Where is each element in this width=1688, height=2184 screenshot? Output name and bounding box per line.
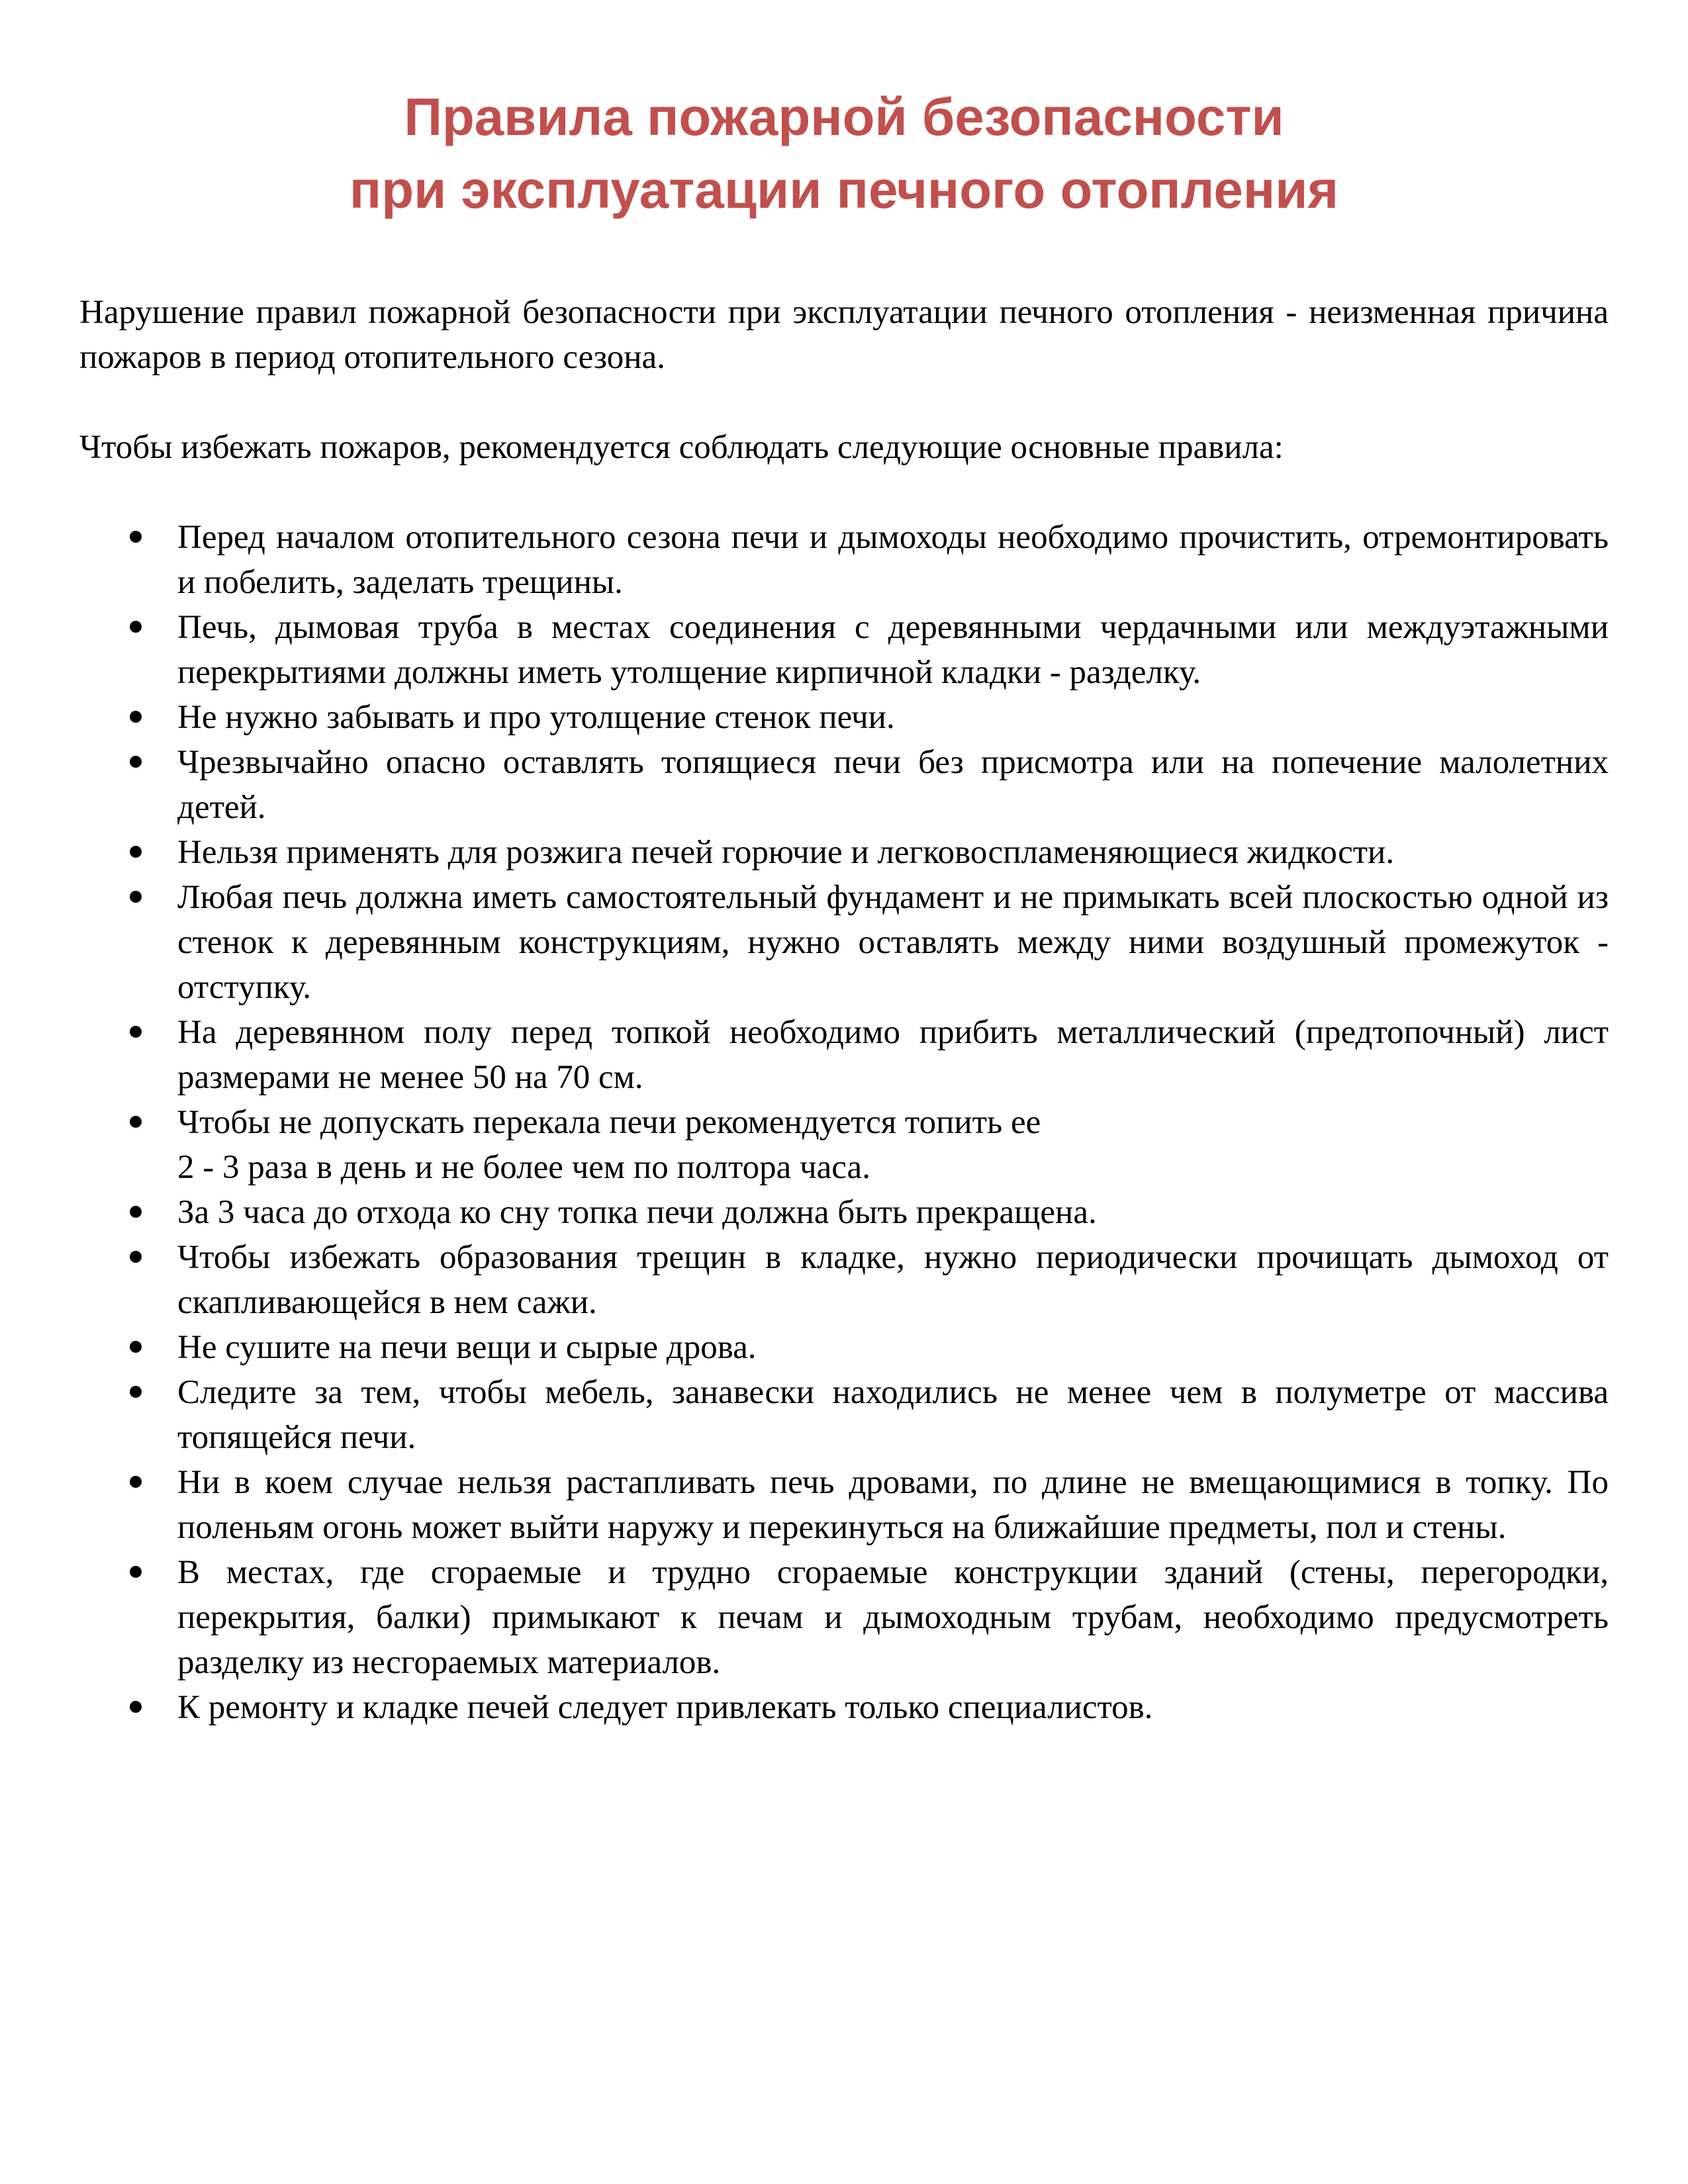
rules-list	[79, 515, 1609, 1730]
bullet-icon	[130, 1206, 142, 1218]
list-item-text: Перед началом отопительного сезона печи и дымоходы необходимо прочистить, отремонтировать и побелить, заделать трещины.	[177, 519, 1609, 601]
list-item-text: В местах, где сгораемые и трудно сгораемые конструкции зданий (стены, перегородки, перекрытия, балки) примыкают к печам и дымоходным трубам, необходимо предусмотреть разделку из несгораемых материалов.	[177, 1554, 1609, 1681]
list-item-text: Не сушите на печи вещи и сырые дрова.	[177, 1329, 757, 1366]
bullet-icon	[130, 1251, 142, 1263]
list-item	[79, 875, 1609, 1010]
bullet-icon	[130, 621, 142, 633]
list-item-text: Чтобы не допускать перекала печи рекомендуется топить ее	[177, 1104, 1041, 1141]
list-item-text: Нельзя применять для розжига печей горючие и легковоспламеняющиеся жидкости.	[177, 834, 1395, 871]
list-item-text-continuation: 2 - 3 раза в день и не более чем по полтора часа.	[177, 1149, 870, 1186]
intro-paragraph: Нарушение правил пожарной безопасности при эксплуатации печного отопления - неизменная причина пожаров в период отопительного сезона.	[79, 294, 1609, 376]
list-item-text: За 3 часа до отхода ко сну топка печи должна быть прекращена.	[177, 1194, 1097, 1231]
list-item-text: Любая печь должна иметь самостоятельный фундамент и не примыкать всей плоскостью одной из стенок к деревянным конструкциям, нужно оставлять между ними воздушный промежуток - отступку.	[177, 879, 1609, 1006]
list-item	[79, 1100, 1609, 1190]
list-item	[79, 1235, 1609, 1325]
bullet-icon	[130, 1026, 142, 1038]
list-item-text: Печь, дымовая труба в местах соединения с деревянными чердачными или междуэтажными перекрытиями должны иметь утолщение кирпичной кладки - разделку.	[177, 609, 1609, 691]
list-item-text: Чтобы избежать образования трещин в кладке, нужно периодически прочищать дымоход от скапливающейся в нем сажи.	[177, 1239, 1609, 1321]
list-item	[79, 1460, 1609, 1550]
lead-paragraph: Чтобы избежать пожаров, рекомендуется соблюдать следующие основные правила:	[79, 429, 1284, 466]
list-item	[79, 1685, 1609, 1730]
list-item	[79, 1010, 1609, 1100]
list-item-text: Следите за тем, чтобы мебель, занавески находились не менее чем в полуметре от массива топящейся печи.	[177, 1374, 1609, 1456]
list-item-text: К ремонту и кладке печей следует привлекать только специалистов.	[177, 1689, 1153, 1726]
bullet-icon	[130, 846, 142, 858]
bullet-icon	[130, 1341, 142, 1353]
bullet-icon	[130, 1116, 142, 1128]
bullet-icon	[130, 711, 142, 723]
list-item	[79, 1550, 1609, 1685]
list-item	[79, 695, 1609, 740]
list-item-text: Ни в коем случае нельзя растапливать печь дровами, по длине не вмещающимися в топку. По поленьям огонь может выйти наружу и перекинуться на ближайшие предметы, пол и стены.	[177, 1464, 1609, 1546]
list-item	[79, 740, 1609, 830]
list-item	[79, 1370, 1609, 1460]
bullet-icon	[130, 531, 142, 543]
bullet-icon	[130, 756, 142, 768]
title-line-1: Правила пожарной безопасности	[404, 87, 1284, 146]
list-item-text: Не нужно забывать и про утолщение стенок печи.	[177, 699, 895, 736]
list-item	[79, 1325, 1609, 1370]
bullet-icon	[130, 1566, 142, 1578]
title-line-2: при эксплуатации печного отопления	[349, 160, 1339, 219]
list-item-text: На деревянном полу перед топкой необходимо прибить металлический (предтопочный) лист размерами не менее 50 на 70 см.	[177, 1014, 1609, 1096]
bullet-icon	[130, 1701, 142, 1713]
list-item-text: Чрезвычайно опасно оставлять топящиеся печи без присмотра или на попечение малолетних детей.	[177, 744, 1609, 826]
bullet-icon	[130, 1386, 142, 1398]
list-item	[79, 830, 1609, 875]
bullet-icon	[130, 891, 142, 903]
list-item	[79, 515, 1609, 605]
list-item	[79, 1190, 1609, 1235]
bullet-icon	[130, 1476, 142, 1488]
list-item	[79, 605, 1609, 695]
page-title	[0, 81, 1688, 226]
